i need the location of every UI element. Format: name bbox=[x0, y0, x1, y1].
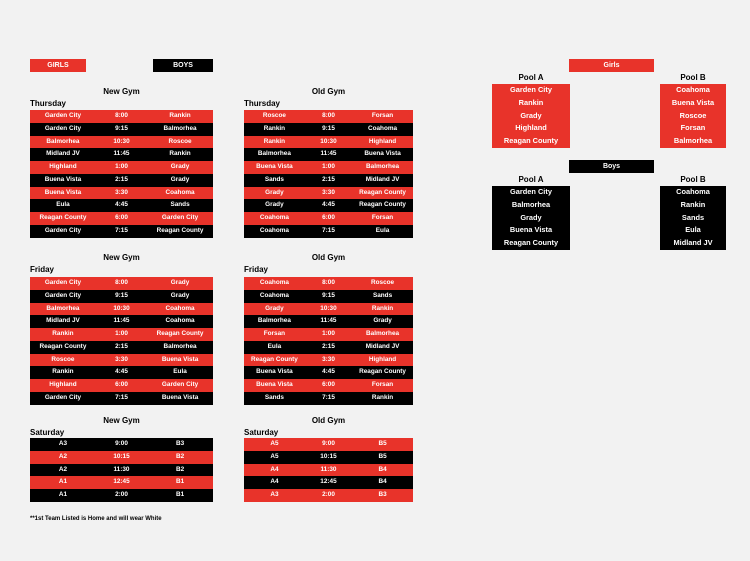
game-time: 11:45 bbox=[320, 150, 337, 158]
away-team: B3 bbox=[378, 491, 387, 498]
thursday-label-new: Thursday bbox=[30, 99, 67, 108]
home-team: Eula bbox=[267, 342, 282, 350]
away-team: Rankin bbox=[371, 393, 394, 401]
away-team: B3 bbox=[175, 440, 185, 447]
home-team: Roscoe bbox=[51, 355, 75, 363]
home-team: A5 bbox=[270, 452, 279, 460]
away-team: Coahoma bbox=[367, 124, 398, 132]
home-team: Coahoma bbox=[259, 279, 289, 286]
game-time: 2:00 bbox=[115, 491, 128, 498]
home-team: Midland JV bbox=[46, 317, 80, 325]
game-row bbox=[244, 476, 413, 489]
saturday-new-gym-table bbox=[30, 438, 213, 502]
game-time: 7:15 bbox=[115, 226, 128, 234]
game-row bbox=[244, 451, 413, 464]
away-team: Reagan County bbox=[156, 226, 204, 234]
pool-team: Balmorhea bbox=[673, 136, 713, 145]
pool-team: Grady bbox=[520, 212, 542, 222]
away-team: Forsan bbox=[371, 112, 394, 119]
game-time: 8:00 bbox=[115, 279, 128, 286]
home-team: Garden City bbox=[44, 279, 82, 286]
game-row bbox=[30, 290, 213, 303]
game-row bbox=[30, 136, 213, 149]
away-team: Highland bbox=[368, 137, 397, 145]
game-time: 10:30 bbox=[320, 304, 337, 312]
home-team: A4 bbox=[270, 465, 279, 473]
game-time: 6:00 bbox=[322, 214, 335, 221]
game-time: 4:45 bbox=[322, 368, 335, 376]
away-team: Grady bbox=[373, 317, 392, 325]
pool-team: Garden City bbox=[510, 187, 552, 196]
home-team: A2 bbox=[58, 452, 68, 460]
game-row bbox=[30, 277, 213, 290]
game-row bbox=[244, 212, 413, 225]
game-time: 7:15 bbox=[322, 393, 335, 401]
game-time: 2:15 bbox=[115, 175, 128, 183]
away-team: Reagan County bbox=[359, 188, 406, 196]
away-team: B4 bbox=[378, 478, 387, 486]
game-time: 9:15 bbox=[322, 124, 335, 132]
saturday-label-new: Saturday bbox=[30, 428, 65, 437]
game-row bbox=[244, 464, 413, 477]
away-team: Reagan County bbox=[359, 368, 406, 376]
pool-team: Buena Vista bbox=[509, 225, 553, 235]
game-time: 11:45 bbox=[113, 317, 130, 325]
game-row bbox=[244, 303, 413, 316]
away-team: Midland JV bbox=[365, 175, 400, 183]
game-row bbox=[30, 438, 213, 451]
game-row bbox=[30, 451, 213, 464]
game-time: 11:30 bbox=[320, 465, 337, 473]
game-row bbox=[30, 225, 213, 238]
game-time: 3:30 bbox=[115, 188, 128, 196]
game-row bbox=[244, 136, 413, 149]
game-time: 10:30 bbox=[320, 137, 337, 145]
home-team: Buena Vista bbox=[256, 163, 293, 170]
game-row bbox=[244, 341, 413, 354]
home-team: Highland bbox=[49, 163, 77, 170]
home-team: Highland bbox=[49, 381, 77, 388]
boys-pool-banner: Boys bbox=[569, 160, 654, 173]
game-row bbox=[244, 379, 413, 392]
home-team: Rankin bbox=[52, 368, 74, 376]
home-team: A5 bbox=[270, 440, 279, 447]
away-team: Balmorhea bbox=[366, 330, 400, 337]
home-team: Buena Vista bbox=[256, 368, 293, 376]
game-time: 2:15 bbox=[322, 342, 335, 350]
home-team: Buena Vista bbox=[44, 175, 82, 183]
game-time: 6:00 bbox=[115, 381, 128, 388]
game-time: 9:00 bbox=[115, 440, 128, 447]
pool-team: Rankin bbox=[518, 97, 544, 107]
game-time: 1:00 bbox=[115, 330, 128, 337]
home-team: Garden City bbox=[44, 393, 82, 401]
thursday-old-gym-title: Old Gym bbox=[311, 87, 346, 96]
game-time: 12:45 bbox=[320, 478, 337, 486]
game-row bbox=[30, 328, 213, 341]
home-team: Balmorhea bbox=[46, 304, 80, 312]
game-time: 12:45 bbox=[113, 478, 130, 486]
game-row bbox=[30, 199, 213, 212]
away-team: Reagan County bbox=[156, 330, 204, 337]
home-team: Grady bbox=[265, 304, 284, 312]
game-time: 10:30 bbox=[113, 304, 130, 312]
away-team: Buena Vista bbox=[161, 393, 199, 401]
pool-team: Buena Vista bbox=[671, 97, 715, 107]
game-row bbox=[30, 354, 213, 367]
game-time: 1:00 bbox=[322, 163, 335, 170]
pool-team: Roscoe bbox=[679, 110, 707, 120]
game-time: 10:15 bbox=[320, 452, 337, 460]
away-team: Garden City bbox=[161, 214, 199, 221]
away-team: Rankin bbox=[169, 150, 191, 158]
pool-team: Forsan bbox=[680, 123, 706, 133]
boys-pool-a-list bbox=[492, 186, 570, 250]
away-team: B4 bbox=[378, 465, 387, 473]
away-team: Grady bbox=[170, 163, 190, 170]
girls-pool-b-list bbox=[660, 84, 726, 148]
game-time: 8:00 bbox=[322, 279, 335, 286]
game-time: 4:45 bbox=[115, 368, 128, 376]
thursday-old-gym-table bbox=[244, 110, 413, 238]
away-team: Grady bbox=[170, 175, 190, 183]
game-row bbox=[244, 148, 413, 161]
game-row bbox=[30, 464, 213, 477]
game-row bbox=[30, 174, 213, 187]
game-time: 8:00 bbox=[322, 112, 335, 119]
game-time: 4:45 bbox=[322, 201, 335, 209]
home-team: Coahoma bbox=[259, 214, 289, 221]
away-team: Coahoma bbox=[165, 317, 195, 325]
game-row bbox=[30, 476, 213, 489]
pool-team: Balmorhea bbox=[511, 199, 551, 209]
away-team: Eula bbox=[173, 368, 187, 376]
home-team: Sands bbox=[264, 175, 284, 183]
away-team: Rankin bbox=[371, 304, 394, 312]
away-team: Buena Vista bbox=[364, 150, 401, 158]
home-team: Roscoe bbox=[262, 112, 286, 119]
thursday-new-gym-title: New Gym bbox=[103, 87, 140, 96]
away-team: Garden City bbox=[161, 381, 199, 388]
game-time: 3:30 bbox=[322, 355, 335, 363]
game-row bbox=[244, 199, 413, 212]
home-team: Reagan County bbox=[39, 214, 87, 221]
game-row bbox=[30, 148, 213, 161]
girls-pool-banner: Girls bbox=[569, 59, 654, 72]
game-row bbox=[30, 212, 213, 225]
away-team: Roscoe bbox=[371, 279, 395, 286]
game-row bbox=[30, 366, 213, 379]
girls-pool-a-list bbox=[492, 84, 570, 148]
away-team: Balmorhea bbox=[163, 342, 197, 350]
friday-old-gym-table bbox=[244, 277, 413, 405]
friday-old-gym-title: Old Gym bbox=[311, 253, 346, 262]
away-team: Midland JV bbox=[365, 342, 400, 350]
pool-team: Highland bbox=[515, 123, 547, 133]
girls-pool-b-title: Pool B bbox=[680, 73, 706, 82]
pool-team: Coahoma bbox=[676, 187, 710, 196]
away-team: Balmorhea bbox=[366, 163, 400, 170]
home-team: Buena Vista bbox=[256, 381, 293, 388]
game-row bbox=[30, 123, 213, 136]
saturday-old-gym-table bbox=[244, 438, 413, 502]
game-row bbox=[244, 328, 413, 341]
game-time: 8:00 bbox=[115, 112, 128, 119]
away-team: Coahoma bbox=[165, 188, 195, 196]
pool-team: Midland JV bbox=[673, 238, 713, 247]
away-team: B5 bbox=[378, 452, 387, 460]
away-team: Buena Vista bbox=[161, 355, 199, 363]
home-team: Garden City bbox=[44, 291, 82, 299]
game-row bbox=[244, 438, 413, 451]
game-row bbox=[30, 303, 213, 316]
boys-pool-b-title: Pool B bbox=[680, 175, 706, 184]
home-team: Grady bbox=[265, 201, 284, 209]
game-time: 1:00 bbox=[115, 163, 128, 170]
home-team: A1 bbox=[58, 478, 68, 486]
away-team: Balmorhea bbox=[163, 124, 197, 132]
pool-team: Eula bbox=[685, 225, 701, 235]
pool-team: Reagan County bbox=[503, 238, 559, 247]
home-team: Rankin bbox=[263, 137, 286, 145]
saturday-label-old: Saturday bbox=[244, 428, 279, 437]
home-team: Garden City bbox=[44, 226, 82, 234]
home-team: Garden City bbox=[44, 124, 82, 132]
away-team: Sands bbox=[372, 291, 393, 299]
home-team: A4 bbox=[270, 478, 279, 486]
away-team: B2 bbox=[175, 452, 185, 460]
game-time: 4:45 bbox=[115, 201, 128, 209]
away-team: Reagan County bbox=[359, 201, 406, 209]
game-row bbox=[244, 354, 413, 367]
home-team: Coahoma bbox=[259, 291, 289, 299]
home-team: Reagan County bbox=[39, 342, 87, 350]
thursday-label-old: Thursday bbox=[244, 99, 281, 108]
thursday-new-gym-table bbox=[30, 110, 213, 238]
game-row bbox=[30, 379, 213, 392]
home-team: A3 bbox=[270, 491, 279, 498]
boys-pool-b-list bbox=[660, 186, 726, 250]
game-time: 2:00 bbox=[322, 491, 335, 498]
saturday-new-gym-title: New Gym bbox=[103, 416, 140, 425]
game-row bbox=[244, 392, 413, 405]
home-team: A1 bbox=[58, 491, 68, 498]
home-team: Garden City bbox=[44, 112, 82, 119]
friday-new-gym-table bbox=[30, 277, 213, 405]
home-team: Rankin bbox=[52, 330, 74, 337]
saturday-old-gym-title: Old Gym bbox=[311, 416, 346, 425]
game-time: 1:00 bbox=[322, 330, 335, 337]
game-row bbox=[244, 315, 413, 328]
home-team: Reagan County bbox=[250, 355, 298, 363]
pool-team: Grady bbox=[520, 110, 542, 120]
game-row bbox=[244, 489, 413, 502]
home-team: Midland JV bbox=[46, 150, 80, 158]
pool-team: Sands bbox=[681, 212, 705, 222]
game-time: 9:15 bbox=[115, 291, 128, 299]
away-team: Grady bbox=[170, 291, 190, 299]
pool-team: Reagan County bbox=[503, 136, 559, 145]
home-team: Balmorhea bbox=[257, 150, 291, 158]
legend-boys: BOYS bbox=[153, 59, 213, 72]
game-row bbox=[244, 277, 413, 290]
friday-label-old: Friday bbox=[244, 265, 269, 274]
game-time: 3:30 bbox=[115, 355, 128, 363]
home-team: A3 bbox=[58, 440, 68, 447]
friday-label-new: Friday bbox=[30, 265, 55, 274]
home-team: Sands bbox=[264, 393, 284, 401]
game-row bbox=[244, 225, 413, 238]
away-team: Roscoe bbox=[168, 137, 192, 145]
game-time: 10:30 bbox=[113, 137, 130, 145]
game-row bbox=[30, 341, 213, 354]
game-time: 6:00 bbox=[115, 214, 128, 221]
home-team: Coahoma bbox=[259, 226, 289, 234]
away-team: Forsan bbox=[371, 214, 394, 221]
game-row bbox=[30, 489, 213, 502]
home-team: A2 bbox=[58, 465, 68, 473]
away-team: B1 bbox=[175, 491, 185, 498]
game-row bbox=[30, 110, 213, 123]
game-row bbox=[244, 187, 413, 200]
game-time: 7:15 bbox=[322, 226, 335, 234]
away-team: Highland bbox=[368, 355, 397, 363]
game-time: 9:00 bbox=[322, 440, 335, 447]
away-team: Forsan bbox=[371, 381, 394, 388]
away-team: Rankin bbox=[169, 112, 191, 119]
away-team: Grady bbox=[170, 279, 190, 286]
home-team: Balmorhea bbox=[46, 137, 80, 145]
game-time: 2:15 bbox=[115, 342, 128, 350]
home-team: Rankin bbox=[263, 124, 286, 132]
away-team: Eula bbox=[375, 226, 390, 234]
game-row bbox=[30, 187, 213, 200]
game-row bbox=[30, 315, 213, 328]
game-time: 6:00 bbox=[322, 381, 335, 388]
game-time: 11:45 bbox=[320, 317, 337, 325]
away-team: B2 bbox=[175, 465, 185, 473]
game-row bbox=[244, 174, 413, 187]
game-time: 7:15 bbox=[115, 393, 128, 401]
game-time: 2:15 bbox=[322, 175, 335, 183]
boys-pool-a-title: Pool A bbox=[518, 175, 544, 184]
pool-team: Garden City bbox=[510, 85, 552, 94]
away-team: Coahoma bbox=[165, 304, 195, 312]
game-time: 10:15 bbox=[113, 452, 130, 460]
game-row bbox=[244, 366, 413, 379]
game-row bbox=[244, 110, 413, 123]
legend-girls: GIRLS bbox=[30, 59, 86, 72]
game-row bbox=[244, 123, 413, 136]
home-team: Eula bbox=[56, 201, 70, 209]
away-team: B5 bbox=[378, 440, 387, 447]
pool-team: Rankin bbox=[680, 199, 706, 209]
game-row bbox=[30, 161, 213, 174]
home-team-note: **1st Team Listed is Home and will wear White bbox=[30, 516, 162, 522]
game-time: 3:30 bbox=[322, 188, 335, 196]
game-row bbox=[244, 290, 413, 303]
home-team: Grady bbox=[265, 188, 284, 196]
away-team: Sands bbox=[170, 201, 190, 209]
game-time: 9:15 bbox=[115, 124, 128, 132]
game-row bbox=[244, 161, 413, 174]
home-team: Buena Vista bbox=[44, 188, 82, 196]
game-time: 11:30 bbox=[113, 465, 130, 473]
game-row bbox=[30, 392, 213, 405]
home-team: Forsan bbox=[263, 330, 286, 337]
friday-new-gym-title: New Gym bbox=[103, 253, 140, 262]
pool-team: Coahoma bbox=[676, 85, 710, 94]
game-time: 11:45 bbox=[113, 150, 130, 158]
girls-pool-a-title: Pool A bbox=[518, 73, 544, 82]
game-time: 9:15 bbox=[322, 291, 335, 299]
home-team: Balmorhea bbox=[257, 317, 291, 325]
away-team: B1 bbox=[175, 478, 185, 486]
